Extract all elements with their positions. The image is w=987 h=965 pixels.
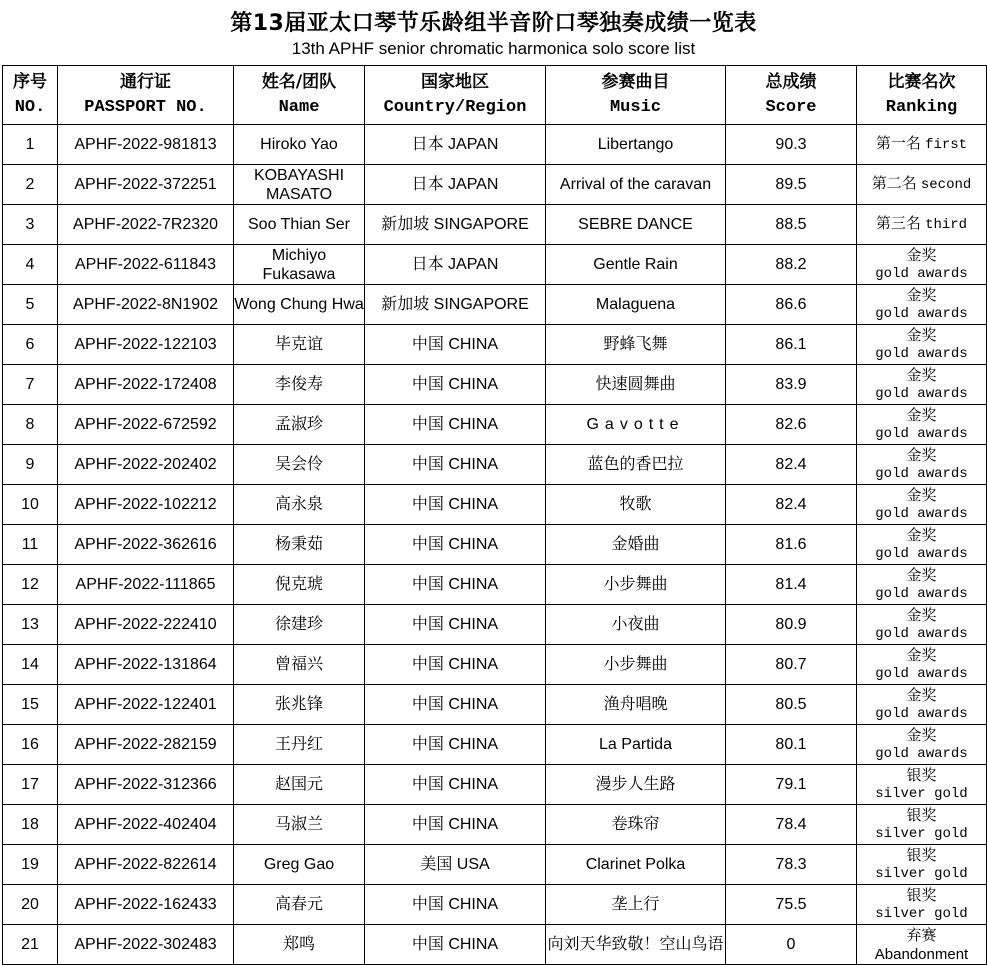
ranking-chinese: 金奖: [906, 525, 937, 544]
ranking-chinese: 金奖: [906, 365, 937, 384]
row-number: 17: [3, 765, 58, 805]
ranking-english: Abandonment: [874, 945, 969, 963]
music-title: 漫步人生路: [546, 765, 726, 805]
country-region: 中国 CHINA: [365, 365, 546, 405]
ranking-english: gold awards: [875, 385, 968, 402]
row-number: 9: [3, 445, 58, 485]
ranking: [857, 325, 987, 365]
passport-number: APHF-2022-362616: [58, 525, 234, 565]
total-score: 79.1: [726, 765, 857, 805]
ranking-english: third: [925, 217, 968, 233]
ranking-chinese: 金奖: [906, 405, 937, 424]
ranking-english: gold awards: [875, 545, 968, 562]
ranking-chinese: 弃赛: [906, 925, 937, 944]
ranking-chinese: 金奖: [906, 325, 937, 344]
row-number: 10: [3, 485, 58, 525]
ranking-english: gold awards: [875, 585, 968, 602]
row-number: 18: [3, 805, 58, 845]
country-region: 中国 CHINA: [365, 725, 546, 765]
row-number: 21: [3, 925, 58, 965]
table-row: [3, 365, 987, 405]
ranking-english: gold awards: [875, 345, 968, 362]
contestant-name: 孟淑珍: [234, 405, 365, 445]
ranking-english: gold awards: [875, 265, 968, 282]
ranking: [857, 445, 987, 485]
music-title: 牧歌: [546, 485, 726, 525]
table-row: [3, 805, 987, 845]
ranking: [857, 405, 987, 445]
passport-number: APHF-2022-981813: [58, 125, 234, 165]
passport-number: APHF-2022-7R2320: [58, 205, 234, 245]
total-score: 80.5: [726, 685, 857, 725]
country-region: 日本 JAPAN: [365, 125, 546, 165]
row-number: 12: [3, 565, 58, 605]
ranking-chinese: 金奖: [906, 645, 937, 664]
row-number: 13: [3, 605, 58, 645]
header-row: [3, 66, 987, 125]
table-row: [3, 165, 987, 205]
ranking: [857, 805, 987, 845]
total-score: 86.1: [726, 325, 857, 365]
ranking-chinese: 第三名: [875, 214, 921, 232]
total-score: 82.6: [726, 405, 857, 445]
total-score: 86.6: [726, 285, 857, 325]
ranking-chinese: 银奖: [906, 805, 937, 824]
country-region: 中国 CHINA: [365, 445, 546, 485]
ranking-english: gold awards: [875, 665, 968, 682]
header-no: 序号 NO.: [3, 66, 58, 125]
row-number: 15: [3, 685, 58, 725]
ranking: [857, 525, 987, 565]
ranking-chinese: 第一名: [875, 134, 921, 152]
table-row: [3, 845, 987, 885]
ranking: [857, 765, 987, 805]
music-title: SEBRE DANCE: [546, 205, 726, 245]
ranking: [857, 165, 987, 205]
music-title: 卷珠帘: [546, 805, 726, 845]
ranking: [857, 365, 987, 405]
passport-number: APHF-2022-8N1902: [58, 285, 234, 325]
passport-number: APHF-2022-122103: [58, 325, 234, 365]
passport-number: APHF-2022-302483: [58, 925, 234, 965]
row-number: 19: [3, 845, 58, 885]
header-passport: 通行证 PASSPORT NO.: [58, 66, 234, 125]
ranking-english: gold awards: [875, 625, 968, 642]
passport-number: APHF-2022-312366: [58, 765, 234, 805]
table-row: [3, 245, 987, 285]
passport-number: APHF-2022-162433: [58, 885, 234, 925]
table-row: [3, 445, 987, 485]
country-region: 日本 JAPAN: [365, 165, 546, 205]
ranking-english: silver gold: [875, 865, 968, 882]
table-row: [3, 725, 987, 765]
country-region: 新加坡 SINGAPORE: [365, 205, 546, 245]
total-score: 88.5: [726, 205, 857, 245]
country-region: 中国 CHINA: [365, 605, 546, 645]
ranking: [857, 725, 987, 765]
total-score: 80.7: [726, 645, 857, 685]
total-score: 82.4: [726, 485, 857, 525]
row-number: 3: [3, 205, 58, 245]
music-title: 金婚曲: [546, 525, 726, 565]
contestant-name: 马淑兰: [234, 805, 365, 845]
country-region: 中国 CHINA: [365, 885, 546, 925]
passport-number: APHF-2022-131864: [58, 645, 234, 685]
row-number: 8: [3, 405, 58, 445]
country-region: 中国 CHINA: [365, 805, 546, 845]
header-music: 参赛曲目 Music: [546, 66, 726, 125]
page-title-english: 13th APHF senior chromatic harmonica solo score list: [291, 39, 696, 58]
contestant-name: Greg Gao: [234, 845, 365, 885]
ranking-chinese: 第二名: [871, 174, 917, 192]
ranking-chinese: 金奖: [906, 725, 937, 744]
total-score: 88.2: [726, 245, 857, 285]
header-score: 总成绩 Score: [726, 66, 857, 125]
header-ranking: 比赛名次 Ranking: [857, 66, 987, 125]
ranking: [857, 845, 987, 885]
ranking-chinese: 金奖: [906, 565, 937, 584]
total-score: 80.9: [726, 605, 857, 645]
table-row: [3, 205, 987, 245]
passport-number: APHF-2022-111865: [58, 565, 234, 605]
music-title: 小步舞曲: [546, 645, 726, 685]
ranking-chinese: 金奖: [906, 245, 937, 264]
country-region: 中国 CHINA: [365, 525, 546, 565]
ranking-chinese: 银奖: [906, 845, 937, 864]
row-number: 20: [3, 885, 58, 925]
country-region: 中国 CHINA: [365, 325, 546, 365]
ranking-english: silver gold: [875, 785, 968, 802]
passport-number: APHF-2022-172408: [58, 365, 234, 405]
ranking-chinese: 金奖: [906, 285, 937, 304]
passport-number: APHF-2022-122401: [58, 685, 234, 725]
ranking: [857, 925, 987, 965]
table-row: [3, 485, 987, 525]
music-title: Gentle Rain: [546, 245, 726, 285]
passport-number: APHF-2022-672592: [58, 405, 234, 445]
header-country: 国家地区 Country/Region: [365, 66, 546, 125]
row-number: 1: [3, 125, 58, 165]
passport-number: APHF-2022-822614: [58, 845, 234, 885]
score-table: [2, 65, 987, 965]
music-title: La Partida: [546, 725, 726, 765]
ranking: [857, 205, 987, 245]
ranking: [857, 885, 987, 925]
music-title: 快速圆舞曲: [546, 365, 726, 405]
contestant-name: Michiyo Fukasawa: [234, 245, 365, 285]
music-title: Arrival of the caravan: [546, 165, 726, 205]
passport-number: APHF-2022-102212: [58, 485, 234, 525]
total-score: 78.4: [726, 805, 857, 845]
ranking-english: gold awards: [875, 745, 968, 762]
country-region: 中国 CHINA: [365, 645, 546, 685]
table-row: [3, 605, 987, 645]
passport-number: APHF-2022-611843: [58, 245, 234, 285]
ranking-chinese: 金奖: [906, 445, 937, 464]
table-row: [3, 925, 987, 965]
country-region: 新加坡 SINGAPORE: [365, 285, 546, 325]
table-row: [3, 525, 987, 565]
country-region: 中国 CHINA: [365, 765, 546, 805]
table-body: [3, 125, 987, 965]
ranking: [857, 565, 987, 605]
music-title: 野蜂飞舞: [546, 325, 726, 365]
ranking-chinese: 金奖: [906, 685, 937, 704]
country-region: 中国 CHINA: [365, 685, 546, 725]
contestant-name: 张兆锋: [234, 685, 365, 725]
country-region: 中国 CHINA: [365, 405, 546, 445]
ranking-chinese: 金奖: [906, 485, 937, 504]
total-score: 0: [726, 925, 857, 965]
contestant-name: 杨秉茹: [234, 525, 365, 565]
page-title-chinese: 第13届亚太口琴节乐龄组半音阶口琴独奏成绩一览表: [230, 11, 757, 36]
ranking: [857, 245, 987, 285]
passport-number: APHF-2022-372251: [58, 165, 234, 205]
ranking: [857, 645, 987, 685]
total-score: 89.5: [726, 165, 857, 205]
country-region: 日本 JAPAN: [365, 245, 546, 285]
title-block: [0, 0, 987, 64]
music-title: Libertango: [546, 125, 726, 165]
ranking-chinese: 金奖: [906, 605, 937, 624]
ranking-english: gold awards: [875, 705, 968, 722]
contestant-name: 王丹红: [234, 725, 365, 765]
country-region: 中国 CHINA: [365, 565, 546, 605]
ranking-english: silver gold: [875, 825, 968, 842]
table-row: [3, 645, 987, 685]
table-row: [3, 405, 987, 445]
header-name: 姓名/团队 Name: [234, 66, 365, 125]
row-number: 11: [3, 525, 58, 565]
music-title: 渔舟唱晚: [546, 685, 726, 725]
total-score: 75.5: [726, 885, 857, 925]
table-row: [3, 565, 987, 605]
contestant-name: KOBAYASHI MASATO: [234, 165, 365, 205]
row-number: 2: [3, 165, 58, 205]
row-number: 6: [3, 325, 58, 365]
ranking-english: second: [920, 177, 972, 193]
row-number: 7: [3, 365, 58, 405]
row-number: 5: [3, 285, 58, 325]
total-score: 81.4: [726, 565, 857, 605]
total-score: 81.6: [726, 525, 857, 565]
contestant-name: 高春元: [234, 885, 365, 925]
music-title: 蓝色的香巴拉: [546, 445, 726, 485]
music-title: 向刘天华致敬！空山鸟语: [546, 925, 726, 965]
music-title: 小夜曲: [546, 605, 726, 645]
contestant-name: 曾福兴: [234, 645, 365, 685]
contestant-name: 李俊寿: [234, 365, 365, 405]
row-number: 16: [3, 725, 58, 765]
ranking-english: gold awards: [875, 465, 968, 482]
contestant-name: 毕克谊: [234, 325, 365, 365]
ranking: [857, 605, 987, 645]
ranking-english: gold awards: [875, 305, 968, 322]
total-score: 80.1: [726, 725, 857, 765]
ranking: [857, 685, 987, 725]
contestant-name: 高永泉: [234, 485, 365, 525]
contestant-name: 郑鸣: [234, 925, 365, 965]
ranking-english: first: [925, 137, 968, 153]
total-score: 82.4: [726, 445, 857, 485]
contestant-name: 徐建珍: [234, 605, 365, 645]
music-title: 小步舞曲: [546, 565, 726, 605]
country-region: 中国 CHINA: [365, 485, 546, 525]
ranking: [857, 125, 987, 165]
contestant-name: 倪克琥: [234, 565, 365, 605]
total-score: 83.9: [726, 365, 857, 405]
music-title: Malaguena: [546, 285, 726, 325]
music-title: Clarinet Polka: [546, 845, 726, 885]
passport-number: APHF-2022-222410: [58, 605, 234, 645]
total-score: 78.3: [726, 845, 857, 885]
ranking: [857, 485, 987, 525]
passport-number: APHF-2022-282159: [58, 725, 234, 765]
passport-number: APHF-2022-402404: [58, 805, 234, 845]
contestant-name: 吴会伶: [234, 445, 365, 485]
contestant-name: Hiroko Yao: [234, 125, 365, 165]
total-score: 90.3: [726, 125, 857, 165]
table-row: [3, 765, 987, 805]
ranking-english: gold awards: [875, 425, 968, 442]
contestant-name: Soo Thian Ser: [234, 205, 365, 245]
country-region: 美国 USA: [365, 845, 546, 885]
ranking-english: silver gold: [875, 905, 968, 922]
table-row: [3, 325, 987, 365]
ranking-chinese: 银奖: [906, 885, 937, 904]
contestant-name: 赵国元: [234, 765, 365, 805]
table-row: [3, 285, 987, 325]
ranking-chinese: 银奖: [906, 765, 937, 784]
music-title: Gavotte: [546, 405, 726, 445]
table-row: [3, 885, 987, 925]
ranking: [857, 285, 987, 325]
country-region: 中国 CHINA: [365, 925, 546, 965]
table-row: [3, 125, 987, 165]
ranking-english: gold awards: [875, 505, 968, 522]
music-title: 垄上行: [546, 885, 726, 925]
row-number: 14: [3, 645, 58, 685]
passport-number: APHF-2022-202402: [58, 445, 234, 485]
table-row: [3, 685, 987, 725]
row-number: 4: [3, 245, 58, 285]
contestant-name: Wong Chung Hwa: [234, 285, 365, 325]
